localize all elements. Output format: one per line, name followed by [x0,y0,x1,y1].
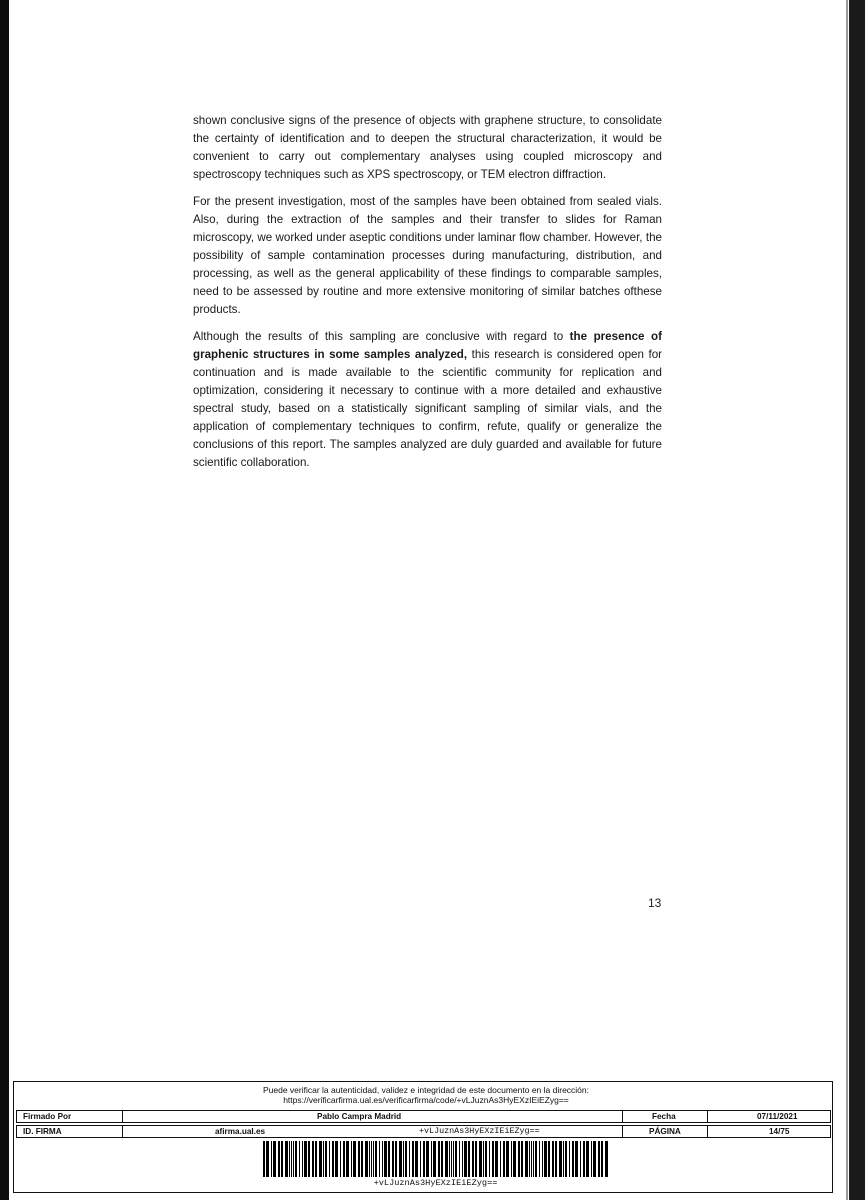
barcode-bar [559,1141,562,1177]
scan-right-line [846,0,848,1200]
barcode-bar [361,1141,363,1177]
barcode-bar [591,1141,592,1177]
paragraph-3-start: Although the results of this sampling are conclusive with regard to [193,330,570,343]
signature-id-row [16,1125,831,1138]
scan-right-edge [849,0,865,1200]
barcode-bar [340,1141,341,1177]
id-code: +vLJuznAs3HyEXzIEiEZyg== [419,1126,540,1136]
barcode-bar [492,1141,494,1177]
page-label: PÁGINA [649,1127,681,1136]
barcode-bar [271,1141,272,1177]
barcode-bar [518,1141,520,1177]
barcode-bar [542,1141,543,1177]
barcode-bar [423,1141,425,1177]
barcode-bar [403,1141,404,1177]
barcode-bar [379,1141,380,1177]
barcode-bar [593,1141,596,1177]
date-label: Fecha [652,1112,676,1121]
barcode-bar [285,1141,288,1177]
paragraph-1: shown conclusive signs of the presence of objects with graphene structure, to consolidate the certainty of identification and to deepen the structural characterization, it would be convenient to carry out complementary analyses using coupled microscopy and spectroscopy techniques such as XPS spectroscopy, or TEM electron diffraction. [193,114,662,181]
barcode-bar [535,1141,537,1177]
barcode-bar [395,1141,397,1177]
paragraph-3-end: this research is considered open for continuation and is made available to the scientific community for replication and optimization, considering it necessary to continue with a more detailed and exhaustive spectral study, based on a statistically significant sampling of similar vials, and the application of complementary techniques to confirm, refute, qualify or generalize the conclusions of this report. The samples analyzed are duly guarded and available for future scientific collaboration. [193,348,663,469]
paragraph-2: For the present investigation, most of the samples have been obtained from sealed vials. Also, during the extraction of the samples and their transfer to slides for Raman microscopy, we worked under aseptic conditions under laminar flow chamber. However, the possibility of sample contamination processes during manufacturing, distribution, and processing, as well as the general applicability of these findings to comparable samples, need to be assessed by routine and more extensive monitoring of similar batches ofthese products. [193,195,662,316]
barcode-bar [529,1141,530,1177]
barcode-bar [485,1141,487,1177]
barcode-bar [506,1141,509,1177]
barcode-bar [472,1141,474,1177]
barcode-bar [384,1141,387,1177]
barcode-bar [358,1141,360,1177]
barcode-bar [373,1141,374,1177]
barcode-bar [415,1141,418,1177]
barcode-bar [544,1141,547,1177]
page-value: 14/75 [769,1127,790,1136]
barcode-bar [462,1141,463,1177]
barcode-bar [382,1141,383,1177]
barcode-bar [572,1141,574,1177]
barcode-bar [548,1141,550,1177]
barcode-bar [304,1141,307,1177]
barcode-bar [583,1141,585,1177]
barcode-bar [308,1141,310,1177]
id-label: ID. FIRMA [23,1127,62,1136]
barcode-bar [525,1141,528,1177]
barcode-bar [479,1141,482,1177]
paragraph-3 [193,328,662,472]
barcode-bar [503,1141,505,1177]
barcode-bar [273,1141,276,1177]
barcode-bar [343,1141,345,1177]
id-host: afirma.ual.es [215,1127,266,1136]
barcode-bar [291,1141,292,1177]
barcode-bar [539,1141,540,1177]
barcode-bar [392,1141,394,1177]
barcode-bar [375,1141,377,1177]
barcode-bar [500,1141,501,1177]
barcode-bar [369,1141,370,1177]
barcode-bar [412,1141,414,1177]
barcode-bar [451,1141,452,1177]
barcode-bar [453,1141,454,1177]
barcode-bar [405,1141,407,1177]
barcode-bar [511,1141,512,1177]
barcode-bar [365,1141,368,1177]
barcode-bar [281,1141,283,1177]
barcode-bar [388,1141,390,1177]
barcode-bar [335,1141,338,1177]
paragraph-3-bold: the presence of graphenic structures in some samples analyzed, [193,330,662,361]
barcode-bar [431,1141,432,1177]
barcode-bar [399,1141,402,1177]
barcode-bar [601,1141,603,1177]
barcode-bar [323,1141,324,1177]
scan-left-edge [0,0,9,1200]
signer-name: Pablo Campra Madrid [317,1112,402,1121]
barcode-text: +vLJuznAs3HyEXzIEiEZyg== [373,1178,498,1188]
barcode-bar [483,1141,484,1177]
barcode-bar [289,1141,290,1177]
barcode-bar [426,1141,429,1177]
barcode-bar [351,1141,352,1177]
barcode-bar [278,1141,280,1177]
barcode-bar [295,1141,297,1177]
barcode-bar [605,1141,608,1177]
barcode-bar [420,1141,421,1177]
barcode-bar [302,1141,303,1177]
barcode-bar [475,1141,477,1177]
barcode-bar [329,1141,330,1177]
barcode-bar [263,1141,265,1177]
barcode-bar [468,1141,470,1177]
barcode-bar [552,1141,554,1177]
barcode-bar [521,1141,523,1177]
barcode-bar [266,1141,269,1177]
barcode [263,1141,608,1177]
signed-by-label: Firmado Por [23,1112,72,1121]
barcode-bar [346,1141,349,1177]
barcode-bar [409,1141,410,1177]
barcode-bar [433,1141,436,1177]
barcode-bar [325,1141,327,1177]
verification-text: Puede verificar la autenticidad, validez e integridad de este documento en la dirección: [262,1085,590,1095]
barcode-bar [293,1141,294,1177]
verification-url[interactable]: https://verificarfirma.ual.es/verificarfirma/code/+vLJuznAs3HyEXzIEiEZyg== [283,1095,569,1105]
barcode-bar [555,1141,557,1177]
barcode-bar [455,1141,457,1177]
barcode-bar [563,1141,564,1177]
barcode-bar [315,1141,317,1177]
barcode-bar [299,1141,300,1177]
verification-notice [20,1085,832,1105]
barcode-bar [449,1141,450,1177]
barcode-bar [312,1141,314,1177]
barcode-bar [489,1141,490,1177]
page-number: 13 [648,896,662,910]
barcode-bar [586,1141,589,1177]
barcode-bar [495,1141,498,1177]
date-value: 07/11/2021 [757,1112,798,1121]
barcode-bar [459,1141,460,1177]
barcode-bar [598,1141,600,1177]
barcode-bar [569,1141,570,1177]
barcode-bar [371,1141,372,1177]
barcode-bar [441,1141,443,1177]
barcode-bar [513,1141,516,1177]
document-body [193,112,662,481]
barcode-bar [353,1141,356,1177]
signed-by-row [16,1110,831,1123]
barcode-bar [319,1141,322,1177]
barcode-bar [575,1141,578,1177]
barcode-bar [464,1141,467,1177]
barcode-bar [565,1141,567,1177]
barcode-bar [438,1141,440,1177]
barcode-bar [332,1141,334,1177]
barcode-bar [533,1141,534,1177]
barcode-bar [531,1141,532,1177]
barcode-bar [580,1141,581,1177]
barcode-bar [445,1141,448,1177]
